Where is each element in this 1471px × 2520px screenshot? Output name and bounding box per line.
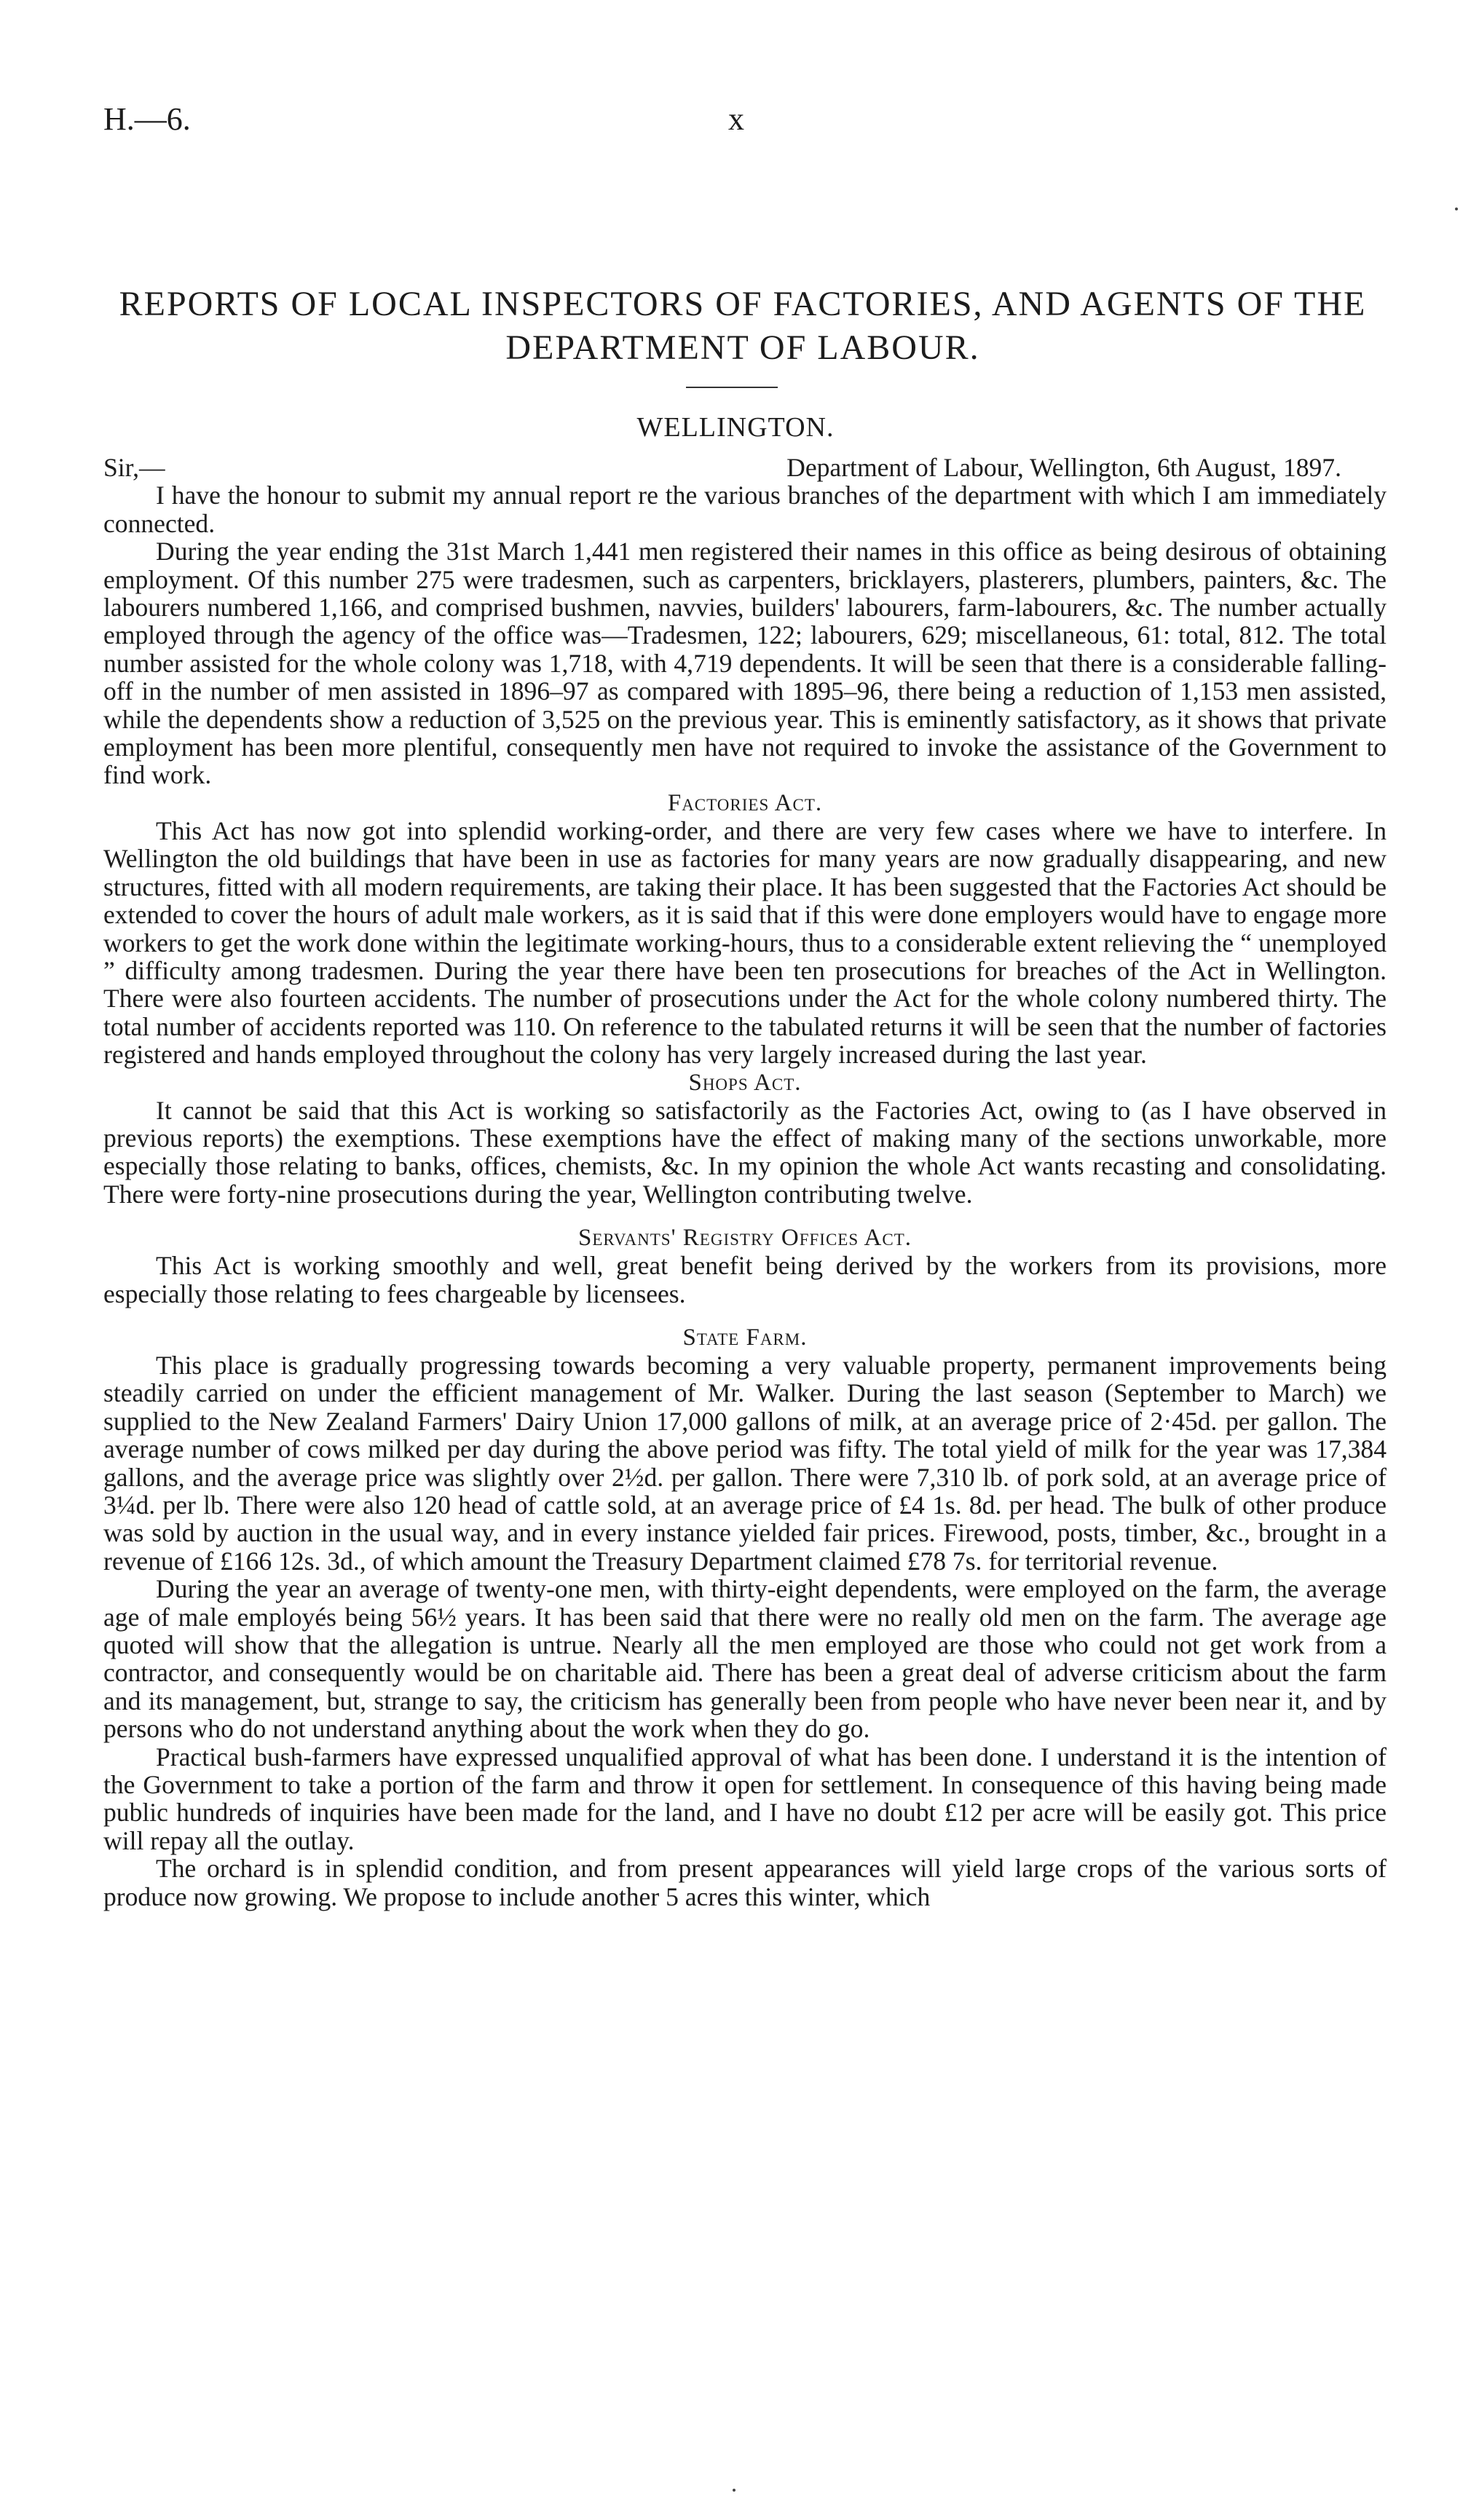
- title-rule: [686, 387, 778, 388]
- section-heading-shops: Shops Act.: [688, 1069, 802, 1096]
- section-heading-factories: Factories Act.: [667, 789, 823, 816]
- paragraph: During the year an average of twenty-one men, with thirty-eight dependents, were employed on the farm, the average age of male employés being 56½ years. It has been said that there were no really old men on the farm. The average age quoted will show that the allegation is untrue. Nearly all the men employed are those who could not get work from a contractor, and consequently would be on charitable aid. There has been a great deal of adverse criticism about the farm and its management, but, strange to say, the criticism has generally been from people who have never been near it, and by persons who do not understand anything about the work when they do go.: [103, 1574, 1387, 1744]
- paragraph: It cannot be said that this Act is working so satisfactorily as the Factories Act, owing to (as I have observed in previous reports) the exemptions. These exemptions have the effect of making many of the sections unworkable, more especially those relating to banks, offices, chemists, &c. In my opinion the whole Act wants recasting and consolidating. There were forty-nine prosecutions during the year, Wellington contributing twelve.: [103, 1095, 1387, 1209]
- salutation-line: [103, 454, 1387, 481]
- paragraph: During the year ending the 31st March 1,441 men registered their names in this office as being desirous of obtaining employment. Of this number 275 were tradesmen, such as carpenters, bricklayers, plasterers, plumbers, painters, &c. The labourers numbered 1,166, and comprised bushmen, navvies, builders' labourers, farm-labourers, &c. The number actually employed through the agency of the office was—Tradesmen, 122; labourers, 629; miscellaneous, 61: total, 812. The total number assisted for the whole colony was 1,718, with 4,719 dependents. It will be seen that there is a considerable falling-off in the number of men assisted in 1896–97 as compared with 1895–96, there being a reduction of 1,153 men assisted, while the dependents show a reduction of 3,525 on the previous year. This is eminently satisfactory, as it shows that private employment has been more plentiful, consequently men have not required to invoke the assistance of the Government to find work.: [103, 537, 1387, 790]
- report-body: [103, 454, 1387, 1911]
- page-title: REPORTS OF LOCAL INSPECTORS OF FACTORIES, AND AGENTS OF THE DEPARTMENT OF LABOUR.: [119, 285, 1367, 367]
- paragraph: The orchard is in splendid condition, and from present appearances will yield large crops of the various sorts of produce now growing. We propose to include another 5 acres this winter, which: [103, 1854, 1387, 1911]
- paragraph: I have the honour to submit my annual report re the various branches of the department with which I am immediately connected.: [103, 481, 1387, 538]
- paragraph: This Act has now got into splendid working-order, and there are very few cases where we have to interfere. In Wellington the old buildings that have been in use as factories for many years are now gradually disappearing, and new structures, fitted with all modern requirements, are taking their place. It has been suggested that the Factories Act should be extended to cover the hours of adult male workers, as it is said that if this were done employers would have to engage more workers to get the work done within the legitimate working-hours, thus to a considerable extent relieving the “ unemployed ” difficulty among tradesmen. During the year there have been ten prosecutions for breaches of the Act in Wellington. There were also fourteen accidents. The number of prosecutions under the Act for the whole colony numbered thirty. The total number of accidents reported was 110. On reference to the tabulated returns it will be seen that the number of factories registered and hands employed throughout the colony has very largely increased during the last year.: [103, 815, 1387, 1070]
- scan-speck: [733, 2489, 736, 2492]
- section-heading-state-farm: State Farm.: [682, 1324, 808, 1351]
- paragraph: This Act is working smoothly and well, great benefit being derived by the workers from its provisions, more especially those relating to fees chargeable by licensees.: [103, 1251, 1387, 1308]
- dateline: Department of Labour, Wellington, 6th August, 1897.: [786, 453, 1341, 482]
- scan-speck: [1455, 208, 1458, 210]
- report-reference: H.—6.: [103, 101, 191, 137]
- page-number: x: [728, 101, 744, 137]
- section-heading-servants-registry: Servants' Registry Offices Act.: [577, 1225, 912, 1252]
- paragraph: Practical bush-farmers have expressed unqualified approval of what has been done. I understand it is the intention of the Government to take a portion of the farm and throw it open for settlement. In consequence of this having being made public hundreds of inquiries have been made for the land, and I have no doubt £12 per acre will be easily got. This price will repay all the outlay.: [103, 1742, 1387, 1855]
- paragraph: This place is gradually progressing towards becoming a very valuable property, permanent improvements being steadily carried on under the efficient management of Mr. Walker. During the last season (September to March) we supplied to the New Zealand Farmers' Dairy Union 17,000 gallons of milk, at an average price of 2·45d. per gallon. The average number of cows milked per day during the above period was fifty. The total yield of milk for the year was 17,384 gallons, and the average price was slightly over 2½d. per gallon. There were 7,310 lb. of pork sold, at an average price of 3¼d. per lb. There were also 120 head of cattle sold, at an average price of £4 1s. 8d. per head. The bulk of other produce was sold by auction in the usual way, and in every instance yielded fair prices. Firewood, posts, timber, &c., brought in a revenue of £166 12s. 3d., of which amount the Treasury Department claimed £78 7s. for territorial revenue.: [103, 1350, 1387, 1576]
- salutation: Sir,—: [103, 453, 165, 482]
- place-heading: WELLINGTON.: [636, 412, 835, 443]
